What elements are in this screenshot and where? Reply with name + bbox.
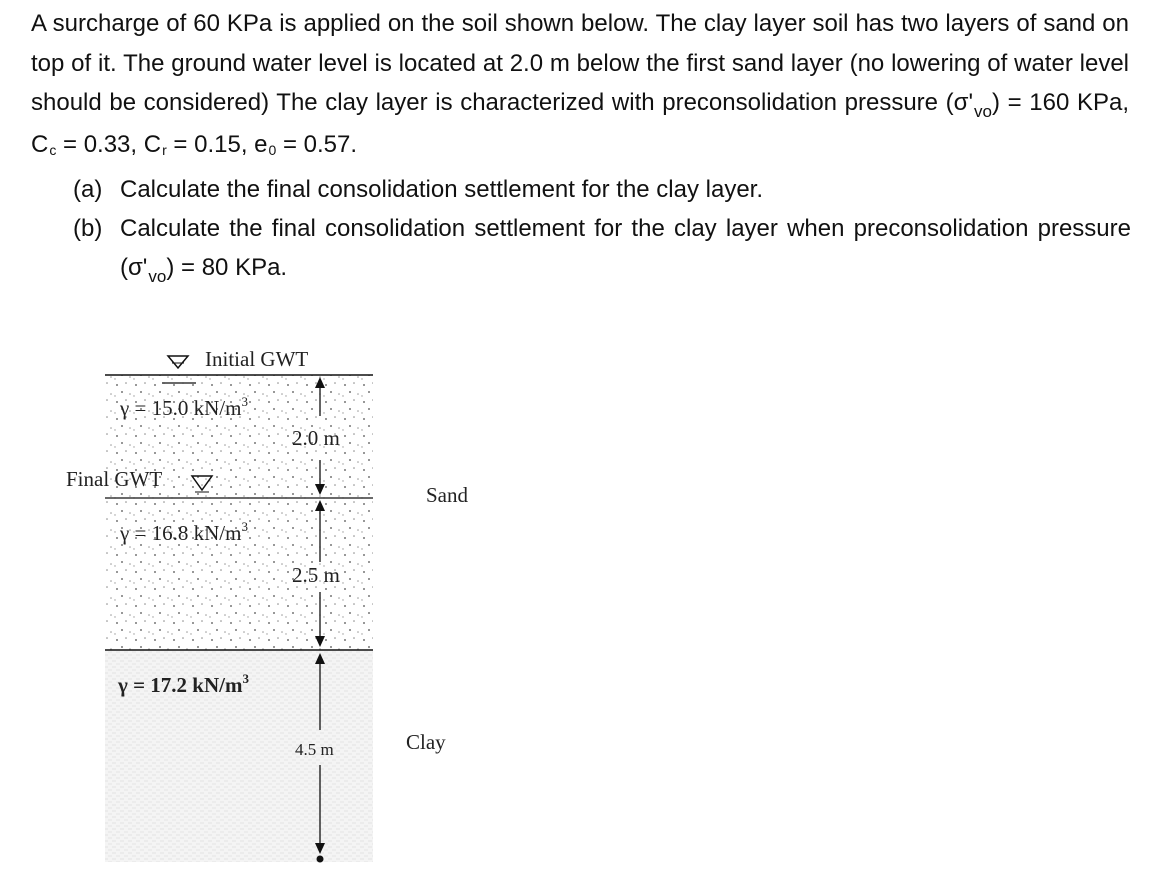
part-a-label: (a) xyxy=(73,176,103,203)
clay-thickness: 4.5 m xyxy=(295,740,334,759)
intro-text-a: A surcharge of 60 KPa is applied on the soil shown below. The clay layer soil has two layers of sand on top of it. The ground water level is located at 2.0 m below the first sand layer (no lowering of water level should be considered) The clay layer is characterized with preconsolidation pressure (σ' xyxy=(31,10,1129,116)
part-b xyxy=(73,209,1131,289)
clay-cube-exponent: 3 xyxy=(242,671,249,686)
layer1-unit-weight xyxy=(119,394,248,420)
layer1-gamma-text: γ = 15.0 kN/m xyxy=(120,396,242,420)
clay-bottom-dot xyxy=(317,856,324,863)
clay-unit-weight xyxy=(117,671,249,697)
cr-subscript: r xyxy=(162,141,167,158)
part-b-text-a: Calculate the final consolidation settlement for the clay layer when preconsolidation pressure (σ' xyxy=(120,215,1131,281)
soil-profile-diagram xyxy=(0,330,560,870)
part-b-text-b: ) = 80 KPa. xyxy=(166,254,288,281)
final-gwt-label: Final GWT xyxy=(66,467,163,491)
layer2-thickness: 2.5 m xyxy=(292,563,340,587)
intro-text-b: ) = 160 KPa, C xyxy=(31,89,1129,158)
sigma-vo-subscript: vo xyxy=(974,102,993,121)
layer2-cube-exponent: 3 xyxy=(241,519,248,534)
intro-text-e: = 0.57. xyxy=(276,130,358,158)
cc-subscript: c xyxy=(49,141,57,158)
layer1-thickness: 2.0 m xyxy=(292,426,340,450)
initial-gwt-triangle-icon xyxy=(168,356,188,368)
part-a xyxy=(73,170,1131,209)
part-b-label: (b) xyxy=(73,215,103,242)
question-parts xyxy=(73,170,1131,289)
problem-statement xyxy=(31,4,1129,167)
layer2-unit-weight xyxy=(119,519,248,545)
part-b-body xyxy=(120,209,1131,289)
intro-text-c: = 0.33, C xyxy=(56,130,162,158)
part-b-subscript: vo xyxy=(148,267,167,286)
problem-intro xyxy=(31,4,1129,167)
e0-subscript: 0 xyxy=(268,141,277,158)
part-a-text: Calculate the final consolidation settlement for the clay layer. xyxy=(120,176,764,203)
layer1-cube-exponent: 3 xyxy=(241,394,248,409)
sand-label: Sand xyxy=(426,483,468,507)
clay-label: Clay xyxy=(406,730,446,754)
clay-gamma-text: γ = 17.2 kN/m xyxy=(118,673,243,697)
layer2-gamma-text: γ = 16.8 kN/m xyxy=(120,521,242,545)
initial-gwt-label: Initial GWT xyxy=(205,347,309,371)
intro-text-d: = 0.15, e xyxy=(166,130,268,158)
